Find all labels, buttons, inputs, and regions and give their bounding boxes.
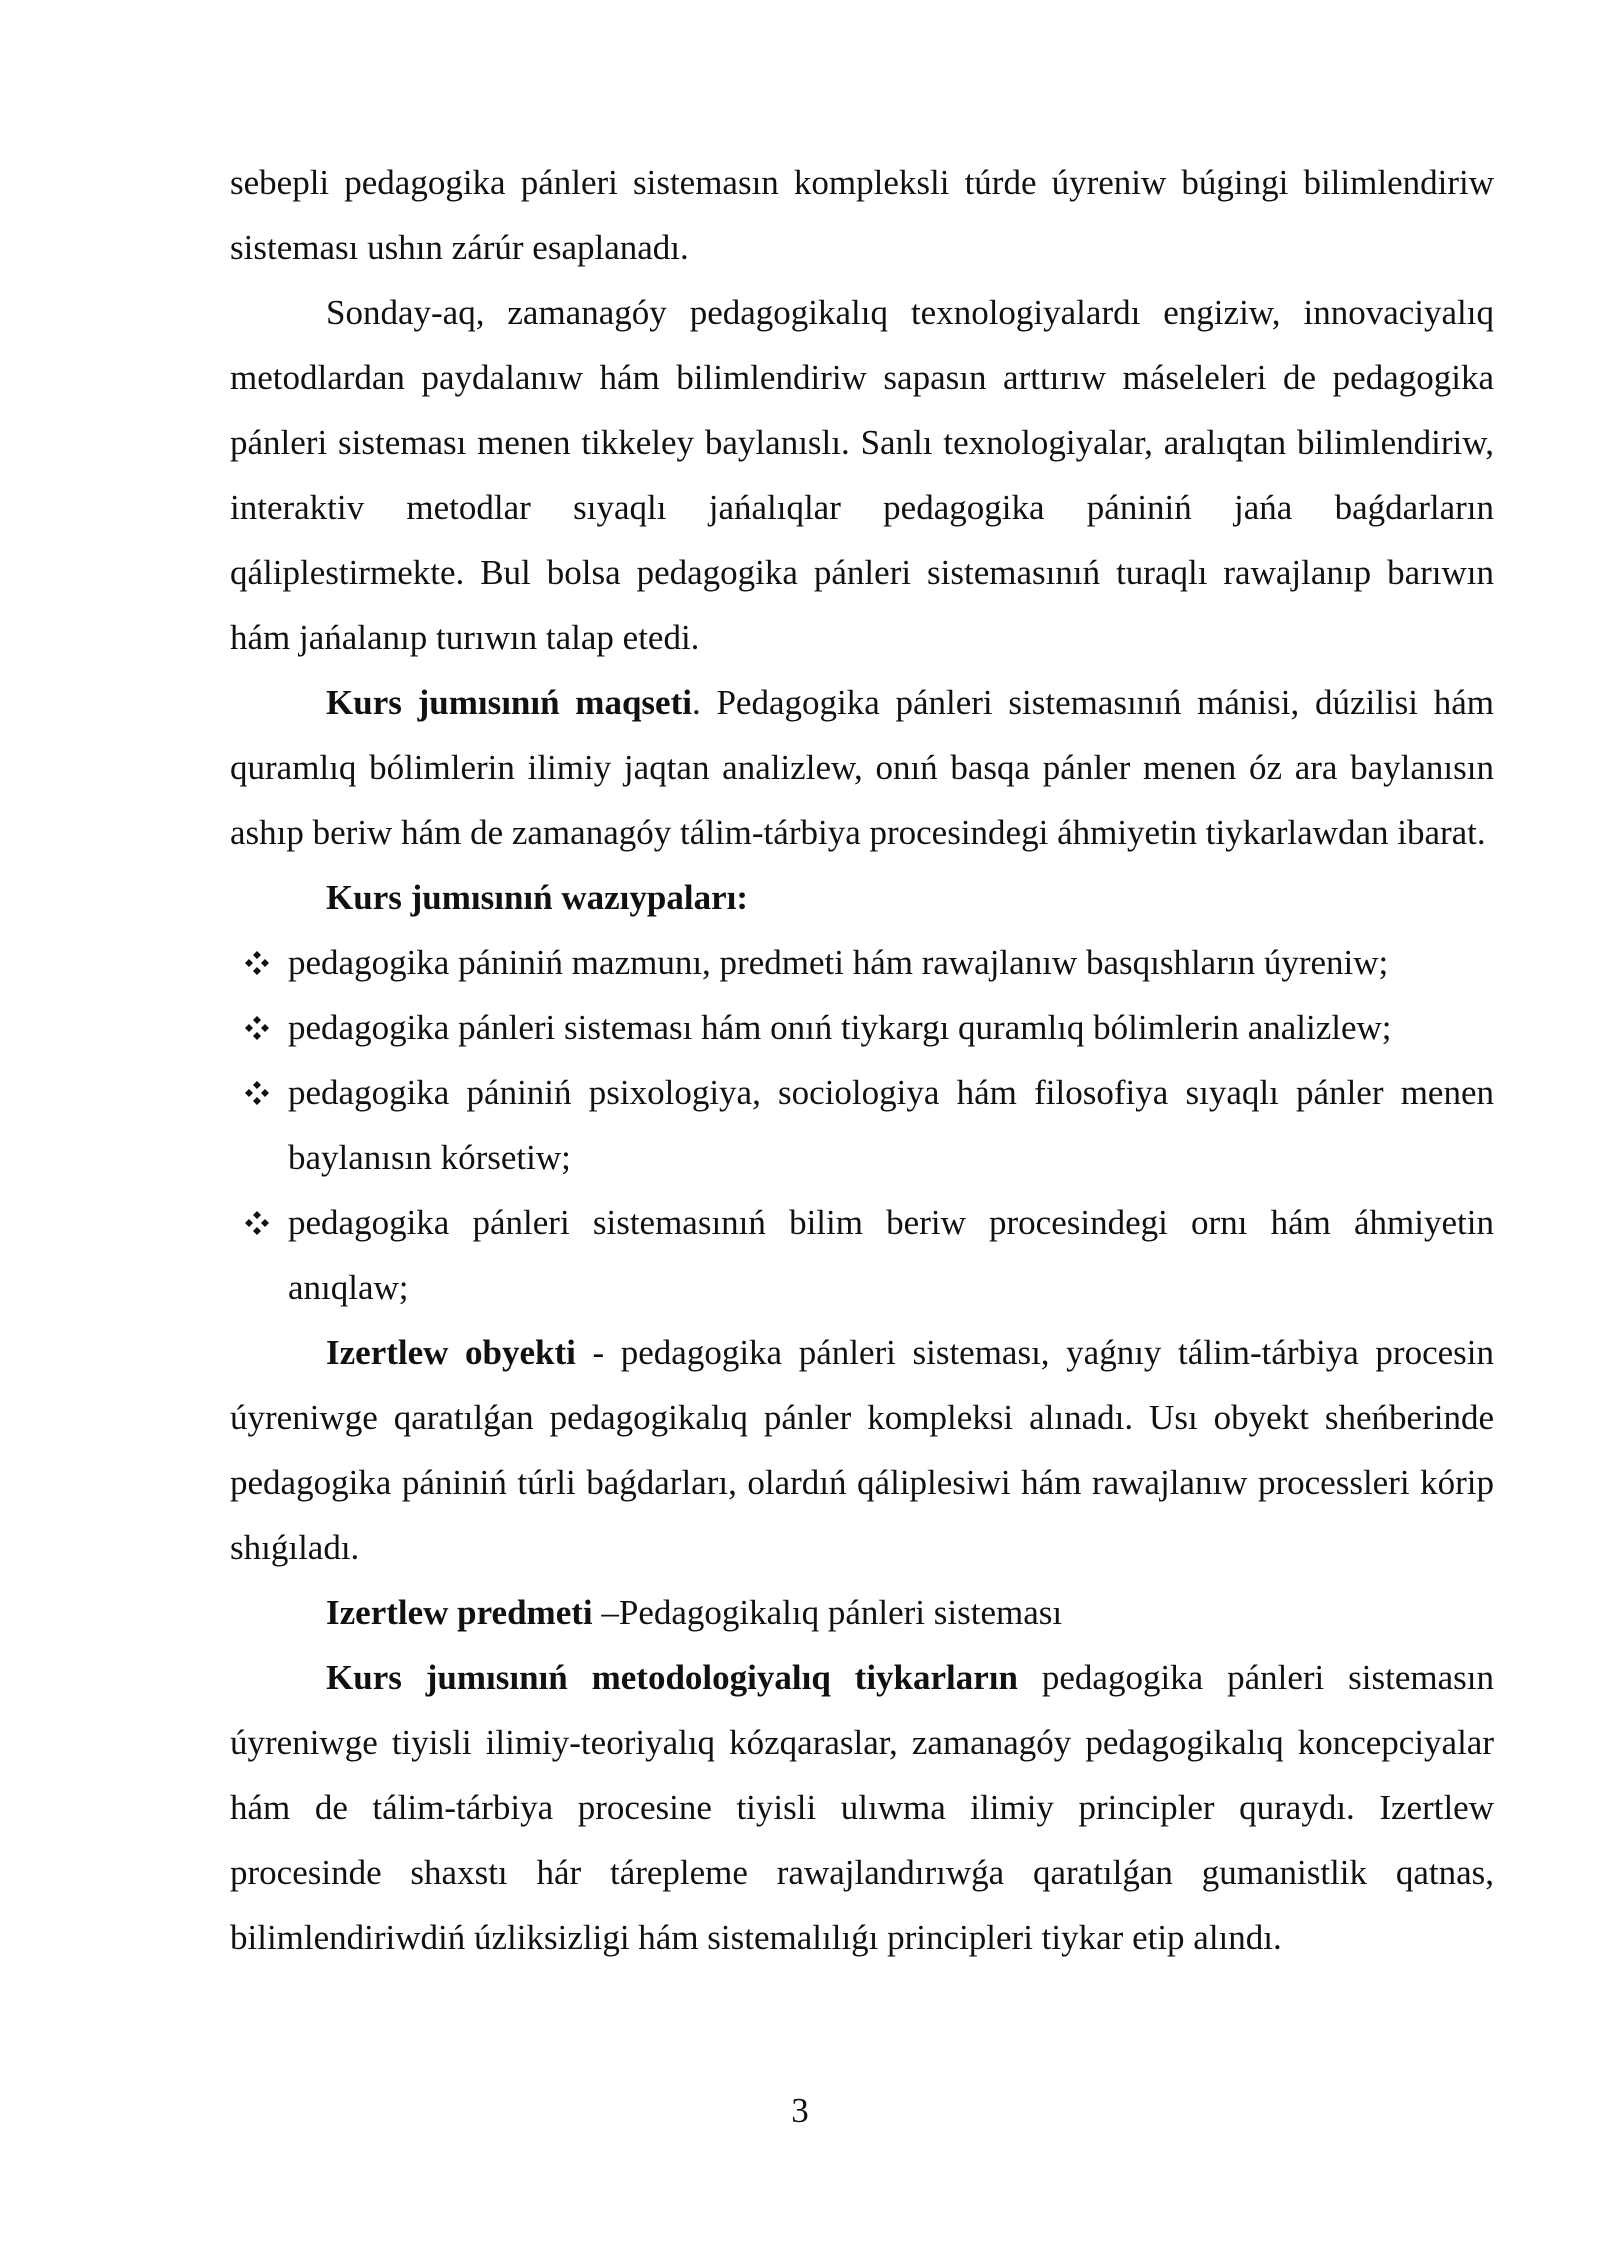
metodologiya-text: pedagogika pánleri sistemasın úyreniwge tiyisli ilimiy-teoriyalıq kózqaraslar, zamanagóy pedagogikalıq koncepciyalar hám de tálim-tárbiya procesine tiyisli ulıwma ilimiy principler quraydı. Izertlew procesinde shaxstı hár tárepleme rawajlandırıwǵa qaratılǵan gumanistlik qatnas, bilimlendiriwdiń úzliksizligi hám sistemalılıǵı principleri tiykar etip alındı.: [230, 1658, 1494, 1957]
maqset-text: . Pedagogika pánleri sistemasınıń mánisi, dúzilisi hám quramlıq bólimlerin ilimiy jaqtan analizlew, onıń basqa pánler menen óz ara baylanısın ashıp beriw hám de zamanagóy tálim-tárbiya procesindegi áhmiyetin tiykarlawdan ibarat.: [230, 683, 1495, 852]
task-text: pedagogika pániniń mazmunı, predmeti hám rawajlanıw basqıshların úyreniw;: [288, 943, 1389, 982]
task-text: pedagogika pánleri sistemasınıń bilim beriw procesindegi ornı hám áhmiyetin anıqlaw;: [288, 1203, 1494, 1307]
obyekt-text: - pedagogika pánleri sisteması, yaǵnıy tálim-tárbiya procesin úyreniwge qaratılǵan pedagogikalıq pánler kompleksi alınadı. Usı obyekt sheńberinde pedagogika pániniń túrli baǵdarları, olardıń qáliplesiwi hám rawajlanıw processleri kórip shıǵıladı.: [230, 1333, 1494, 1567]
predmet-text: –Pedagogikalıq pánleri sisteması: [592, 1593, 1063, 1632]
four-diamond-bullet-icon: [240, 930, 274, 995]
paragraph-obyekt: [230, 1320, 1494, 1580]
task-text: pedagogika pánleri sisteması hám onıń tiykargı quramlıq bólimlerin analizlew;: [288, 1008, 1392, 1047]
maqset-label: Kurs jumısınıń maqseti: [326, 683, 692, 722]
document-page: [230, 150, 1494, 1970]
paragraph-predmet: [230, 1580, 1494, 1645]
tasks-list: [230, 930, 1494, 1320]
page-number: 3: [791, 2091, 809, 2130]
four-diamond-bullet-icon: [240, 1190, 274, 1255]
tasks-heading: Kurs jumısınıń wazıypaları:: [326, 878, 748, 917]
four-diamond-bullet-icon: [240, 995, 274, 1060]
list-item: [230, 1190, 1494, 1320]
paragraph-metodologiya: [230, 1645, 1494, 1970]
metodologiya-label: Kurs jumısınıń metodologiyalıq tiykarların: [326, 1658, 1018, 1697]
predmet-label: Izertlew predmeti: [326, 1593, 593, 1632]
list-item: [230, 1060, 1494, 1190]
paragraph-intro: sebepli pedagogika pánleri sistemasın kompleksli túrde úyreniw búgingi bilimlendiriw sisteması ushın zárúr esaplanadı.: [230, 163, 1494, 267]
list-item: [230, 995, 1494, 1060]
paragraph-sonday: Sonday-aq, zamanagóy pedagogikalıq texnologiyalardı engiziw, innovaciyalıq metodlardan paydalanıw hám bilimlendiriw sapasın arttırıw máseleleri de pedagogika pánleri sisteması menen tikkeley baylanıslı. Sanlı texnologiyalar, aralıqtan bilimlendiriw, interaktiv metodlar sıyaqlı jańalıqlar pedagogika pániniń jańa baǵdarların qáliplestirmekte. Bul bolsa pedagogika pánleri sistemasınıń turaqlı rawajlanıp barıwın hám jańalanıp turıwın talap etedi.: [230, 293, 1494, 657]
list-item: [230, 930, 1494, 995]
task-text: pedagogika pániniń psixologiya, sociologiya hám filosofiya sıyaqlı pánler menen baylanısın kórsetiw;: [288, 1073, 1494, 1177]
paragraph-maqset: [230, 670, 1494, 865]
obyekt-label: Izertlew obyekti: [326, 1333, 576, 1372]
four-diamond-bullet-icon: [240, 1060, 274, 1125]
